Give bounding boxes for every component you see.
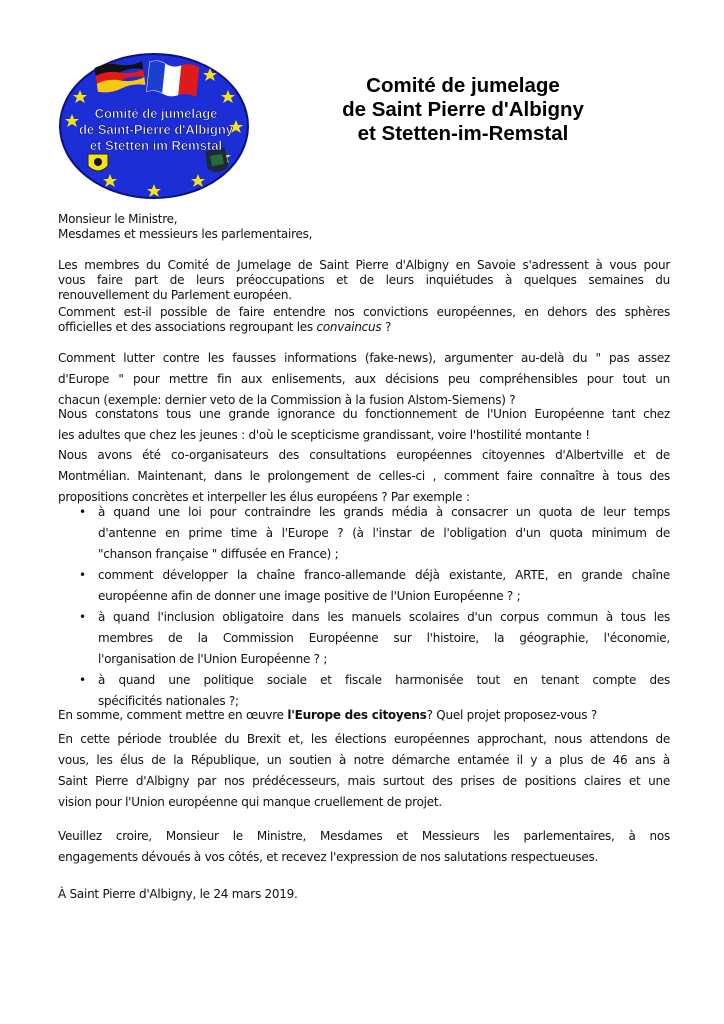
page-title — [300, 74, 626, 146]
list-item-line: à quand une loi pour contraindre les grands média à consacrer un quota de leur temps — [98, 505, 670, 519]
salutation-line-1: Monsieur le Ministre, — [58, 212, 178, 226]
paragraph-convictions — [58, 305, 670, 335]
bullet-icon: • — [79, 568, 86, 582]
paragraph-line: Veuillez croire, Monsieur le Ministre, Mesdames et Messieurs les parlementaires, à nos — [58, 829, 670, 843]
logo-text-line-3: et Stetten im Remstal — [89, 138, 223, 153]
paragraph-consultations — [58, 445, 670, 508]
text-fragment: officielles et des associations regroupant les — [58, 320, 317, 334]
town-crest-left-icon — [88, 154, 108, 171]
paragraph-intro — [58, 258, 670, 303]
paragraph-line: vous faire part de leurs préoccupations et de leurs inquiétudes à quelques semaines du — [58, 273, 670, 287]
paragraph-line — [58, 320, 670, 335]
list-item-line: à quand l'inclusion obligatoire dans les manuels scolaires d'un corpus commun à tous les — [98, 610, 670, 624]
logo-text-line-1: Comité de jumelage — [94, 106, 218, 121]
paragraph-line: Nous avons été co-organisateurs des consultations européennes citoyennes d'Albertville et de — [58, 448, 670, 462]
proposal-list — [79, 502, 670, 712]
title-line-3: et Stetten-im-Remstal — [357, 122, 569, 145]
title-line-2: de Saint Pierre d'Albigny — [342, 98, 584, 121]
paragraph-ignorance — [58, 404, 670, 446]
text-fragment: ? Quel projet proposez-vous ? — [426, 708, 597, 722]
paragraph-line: chacun (exemple: dernier veto de la Commission à la fusion Alstom-Siemens) ? — [58, 393, 516, 407]
list-item-line: l'organisation de l'Union Européenne ? ; — [98, 652, 328, 666]
bullet-icon: • — [79, 610, 86, 624]
paragraph-line: renouvellement du Parlement européen. — [58, 288, 292, 302]
title-line-1: Comité de jumelage — [366, 74, 560, 97]
paragraph-line: engagements dévoués à vos côtés, et recevez l'expression de nos salutations respectueuses. — [58, 850, 599, 864]
list-item — [79, 565, 670, 607]
italic-text: convaincus — [316, 320, 382, 334]
place-and-date — [58, 887, 670, 902]
paragraph-line: Nous constatons tous une grande ignorance du fonctionnement de l'Union Européenne tant chez — [58, 407, 670, 421]
paragraph-line: Comment lutter contre les fausses informations (fake-news), argumenter au-delà du " pas assez — [58, 351, 670, 365]
paragraph-line: propositions concrètes et interpeller les élus européens ? Par exemple : — [58, 490, 470, 504]
bold-text: l'Europe des citoyens — [287, 708, 427, 722]
paragraph-line: les adultes que chez les jeunes : d'où le scepticisme grandissant, voire l'hostilité montante ! — [58, 428, 590, 442]
paragraph-line: En cette période troublée du Brexit et, les élections européennes approchant, nous attendons de — [58, 732, 670, 746]
list-item — [79, 607, 670, 670]
paragraph-line: vision pour l'Union européenne qui manque cruellement de projet. — [58, 795, 442, 809]
list-item-line: spécificités nationales ?; — [98, 694, 239, 708]
text-fragment: ? — [381, 320, 392, 334]
paragraph-line — [58, 708, 670, 723]
paragraph-line: Montmélian. Maintenant, dans le prolongement de celles-ci , comment faire connaître à tous des — [58, 469, 670, 483]
twinning-committee-logo — [58, 50, 250, 200]
paragraph-line: vous, les élus de la République, un soutien à notre démarche entamée il y a plus de 46 ans à — [58, 753, 670, 767]
paragraph-line: Comment est-il possible de faire entendre nos convictions européennes, en dehors des sphères — [58, 305, 670, 319]
salutation-line-2: Mesdames et messieurs les parlementaires, — [58, 227, 313, 241]
list-item — [79, 670, 670, 712]
list-item-line: européenne afin de donner une image positive de l'Union Européenne ? ; — [98, 589, 521, 603]
bullet-icon: • — [79, 673, 86, 687]
paragraph-line: Les membres du Comité de Jumelage de Saint Pierre d'Albigny en Savoie s'adressent à vous pour — [58, 258, 670, 272]
text-fragment: En somme, comment mettre en œuvre — [58, 708, 288, 722]
paragraph-brexit — [58, 729, 670, 813]
list-item-line: à quand une politique sociale et fiscale harmonisée tout en tenant compte des — [98, 673, 670, 687]
bullet-icon: • — [79, 505, 86, 519]
paragraph-europe-citizens — [58, 708, 670, 723]
list-item — [79, 502, 670, 565]
logo-text-line-2: de Saint-Pierre d'Albigny — [78, 122, 234, 137]
list-item-line: comment développer la chaîne franco-allemande déjà existante, ARTE, en grande chaîne — [98, 568, 670, 582]
paragraph-fake-news — [58, 348, 670, 411]
paragraph-closing-formula — [58, 826, 670, 868]
place-and-date-line: À Saint Pierre d'Albigny, le 24 mars 2019. — [58, 887, 298, 901]
paragraph-line: d'Europe " pour mettre fin aux enlisements, aux décisions peu compréhensibles pour tout un — [58, 372, 670, 386]
list-item-line: d'antenne en prime time à l'Europe ? (à l'instar de l'obligation d'un quota minimum de — [98, 526, 670, 540]
paragraph-line: Saint Pierre d'Albigny par nos prédécesseurs, mais surtout des prises de positions claires et une — [58, 774, 670, 788]
salutation — [58, 212, 670, 242]
list-item-line: membres de la Commission Européenne sur l'histoire, la géographie, l'économie, — [98, 631, 670, 645]
list-item-line: "chanson française " diffusée en France) ; — [98, 547, 339, 561]
